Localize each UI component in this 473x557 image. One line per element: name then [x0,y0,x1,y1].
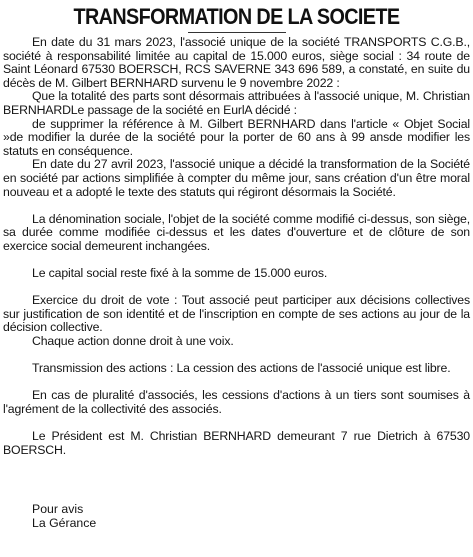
paragraph-denomination: La dénomination sociale, l'objet de la société comme modifié ci-dessus, son siège, sa durée comme modifiée ci-dessus et les dates d'ouverture et de clôture de son exercice social demeurent inchangées. [3,211,470,253]
paragraph-voting-right: Exercice du droit de vote : Tout associé peut participer aux décisions collectives sur justification de son identité et de l'inscription en compte de ses actions au jour de la décision collective. [3,293,470,335]
title-underline [188,32,286,33]
paragraph-parts-attribution: Que la totalité des parts sont désormais attribuées à l'associé unique, M. Christian BERNHARDLe passage de la société en EurlA décidé : [3,89,470,117]
notice-title: TRANSFORMATION DE LA SOCIETE [73,4,400,29]
signature-gerance: La Gérance [32,516,97,530]
paragraph-capital: Le capital social reste fixé à la somme de 15.000 euros. [32,266,328,281]
paragraph-share-transfer: Transmission des actions : La cession des actions de l'associé unique est libre. [32,361,451,376]
paragraph-president: Le Président est M. Christian BERNHARD demeurant 7 rue Dietrich à 67530 BOERSCH. [3,429,470,457]
paragraph-statute-changes: de supprimer la référence à M. Gilbert BERNHARD dans l'article « Objet Social »de modifier la durée de la société pour la porter de 60 ans à 99 ansde modifier les statuts en conséquence. [3,116,470,158]
signature-block [3,503,470,530]
paragraph-transformation-april: En date du 27 avril 2023, l'associé unique a décidé la transformation de la Société en société par actions simplifiée à compter du même jour, sans création d'un être moral nouveau et a adopté le texte des statuts qui régiront désormais la Société. [3,157,470,199]
paragraph-plural-associates: En cas de pluralité d'associés, les cessions d'actions à un tiers sont soumises à l'agrément de la collectivité des associés. [3,388,470,417]
paragraph-decision-march: En date du 31 mars 2023, l'associé unique de la société TRANSPORTS C.G.B., société à responsabilité limitée au capital de 15.000 euros, siège social : 34 route de Saint Léonard 67530 BOERSCH, RCS SAVERNE 343 696 589, a constaté, en suite du décès de M. Gilbert BERNHARD survenu le 9 novembre 2022 : [3,35,470,90]
paragraph-one-vote: Chaque action donne droit à une voix. [32,334,234,349]
notice-body [3,36,470,457]
signature-pour-avis: Pour avis [32,502,84,517]
